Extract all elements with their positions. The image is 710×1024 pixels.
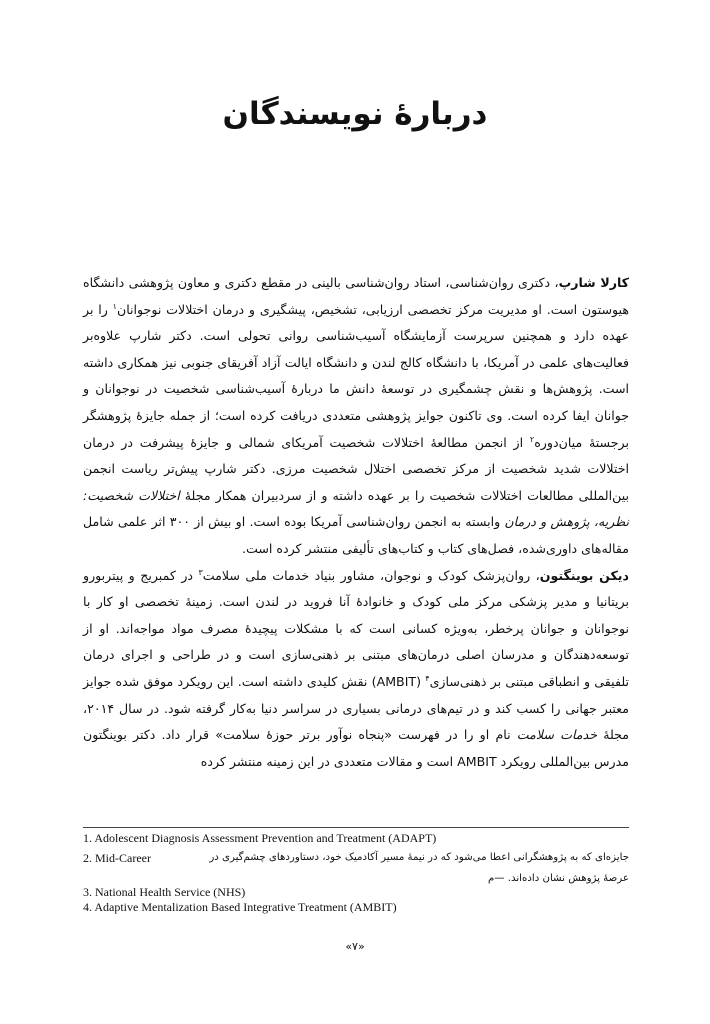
journal-title: خدمات سلامت [516,727,597,743]
footnote-ref-1[interactable]: ۱ [112,301,117,311]
footnote-divider [83,827,629,828]
bio-text: (AMBIT) نقش کلیدی داشته است. این رویکرد موفق شده جوایز معتبر جهانی را کسب کند و در تیم‌های درمانی بسیاری در سراسر دنیا به‌کار گرفته شود. در سال ۲۰۱۴، مجلهٔ [83,673,629,743]
bio-text: در کمبریج و پیتربورو بریتانیا و مدیر پزشکی مرکز ملی کودک و خانوادهٔ آنا فروید در لندن است. زمینهٔ تخصصی او کار با نوجوانان و جوانان پرخطر، به‌ویژه کسانی است که با مشکلات پیچیدهٔ مصرف مواد مواجه‌اند. او از توسعه‌دهندگان و مدرسان اصلی درمان‌های مبتنی بر ذهنی‌سازی است و در طراحی و اجرای درمان تلفیقی و انطباقی مبتنی بر ذهنی‌سازی [83,567,629,689]
footnote-2 [83,847,629,885]
footnote-ref-4[interactable]: ۴ [425,673,430,683]
footnote-3: 3. National Health Service (NHS) [83,884,246,899]
bio-text: از انجمن مطالعهٔ اختلالات شخصیت آمریکای شمالی و جایزهٔ پیشرفت در درمان اختلالات شدید شخصیت از مرکز تخصصی اختلال شخصیت مرزی. دکتر شارپ پیش‌تر ریاست انجمن بین‌المللی مطالعات اختلالات شخصیت را بر عهده داشته و از سردبیران همکار مجلهٔ [83,434,629,503]
journal-title: اختلالات شخصیت: نظریه، پژوهش و درمان [83,487,629,530]
bio-text: وابسته به انجمن روان‌شناسی آمریکا بوده است. او بیش از ۳۰۰ اثر علمی شامل مقاله‌های داوری‌شده، فصل‌های کتاب و کتاب‌های تألیفی منتشر کرده است. [83,514,629,556]
footnote-4: 4. Adaptive Mentalization Based Integrative Treatment (AMBIT) [83,900,397,914]
footnote-2-persian: جایزه‌ای که به پژوهشگرانی اعطا می‌شود که در نیمهٔ مسیر آکادمیک خود، دستاوردهای چشم‌گیری در عرصهٔ پژوهش نشان داده‌اند. —م [209,851,629,884]
footnote-2-english: 2. Mid-Career [83,850,151,865]
footnote-1: 1. Adolescent Diagnosis Assessment Prevention and Treatment (ADAPT) [83,831,437,845]
bio-text: نام او را در فهرست «پنجاه نوآور برتر حوزهٔ سلامت» قرار داد. دکتر بوینگتون مدرس بین‌المللی رویکرد AMBIT است و مقالات متعددی در این زمینه منتشر کرده [83,727,629,769]
bio-text: ، دکتری روان‌شناسی، استاد روان‌شناسی بالینی در مقطع دکتری و معاون پژوهشی دانشگاه هیوستون است. او مدیریت مرکز تخصصی ارزیابی، تشخیص، پیشگیری و درمان اختلالات نوجوانان [83,275,629,317]
author-bio-sharp [83,270,629,563]
page-title: دربارهٔ نویسندگان [222,96,488,132]
body-text [83,270,629,775]
footnote-ref-3[interactable]: ۳ [198,567,203,577]
page-number: «۷» [345,940,365,953]
author-name-sharp: کارلا شارپ [558,275,629,290]
bio-text: ، روان‌پزشک کودک و نوجوان، مشاور بنیاد خدمات ملی سلامت [202,567,540,583]
bio-text: را بر عهده دارد و همچنین سرپرست آزمایشگاه آسیب‌شناسی روانی تحولی است. دکتر شارپ علاوه‌بر فعالیت‌های علمی در آمریکا، با دانشگاه کالج لندن و دانشگاه ایالت آزاد آفریقای جنوبی نیز همکاری داشته است. پژوهش‌ها و نقش چشمگیری در توسعهٔ دانش ما دربارهٔ آسیب‌شناسی شخصیت در نوجوانان و جوانان ایفا کرده است. وی تاکنون جوایز پژوهشی متعددی دریافت کرده است؛ از جمله جایزهٔ پژوهشگر برجستهٔ میان‌دوره [83,301,629,450]
author-name-byington: دیکن بوینگتون [539,567,629,583]
footnote-ref-2[interactable]: ۲ [529,434,535,444]
footnotes [83,831,629,916]
author-bio-byington [83,563,629,776]
